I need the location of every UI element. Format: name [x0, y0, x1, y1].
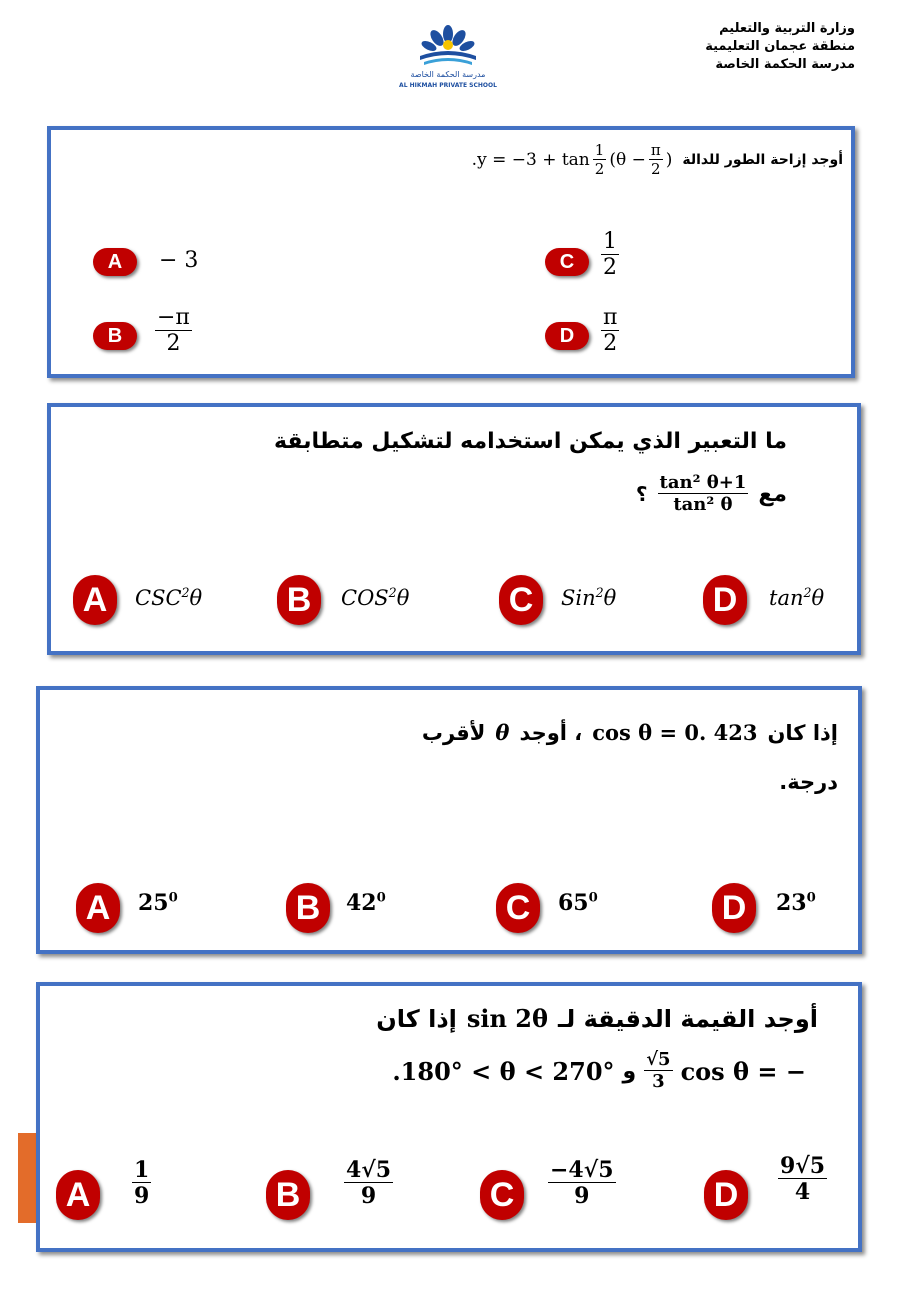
- q1-option-d-badge[interactable]: D: [545, 322, 589, 350]
- q1-eq-frac-den: 2: [594, 159, 605, 178]
- q2-option-c-badge[interactable]: C: [499, 575, 543, 625]
- q4-cos-fraction: [644, 1050, 672, 1092]
- q4-option-b-den: 9: [360, 1183, 377, 1210]
- q1-option-c-value[interactable]: [601, 230, 619, 282]
- q3-option-d-base: 23: [776, 890, 807, 916]
- q2-option-a-base: CSC: [135, 586, 182, 610]
- q4-option-a-den: 9: [134, 1183, 150, 1210]
- q2-option-a-tail: θ: [189, 586, 203, 610]
- q2-option-b-base: COS: [341, 586, 389, 610]
- q1-eq-lhs: .y = −3 + tan: [471, 149, 590, 170]
- q4-cos-frac-den: 3: [652, 1070, 665, 1092]
- q1-eq-fraction: [593, 142, 607, 178]
- q1-option-c-num: 1: [603, 229, 617, 254]
- q4-option-b-badge[interactable]: B: [266, 1170, 310, 1220]
- q3-option-d-sup: 0: [806, 890, 816, 906]
- question-4-box: [36, 982, 862, 1252]
- q2-option-c-sup: 2: [595, 585, 604, 600]
- q3-option-a-value[interactable]: [138, 890, 178, 916]
- q2-option-b-badge[interactable]: B: [277, 575, 321, 625]
- q4-option-d-num: 9√5: [780, 1153, 826, 1179]
- q1-eq-paren-open: (θ −: [609, 149, 646, 170]
- q1-equation: [472, 142, 673, 178]
- q4-option-d-den: 4: [794, 1179, 811, 1206]
- q4-if: إذا كان: [376, 1004, 457, 1033]
- q4-option-d-badge[interactable]: D: [704, 1170, 748, 1220]
- q2-question-mark: ؟: [635, 482, 648, 507]
- q3-option-a-base: 25: [138, 890, 169, 916]
- school-name: مدرسة الحكمة الخاصة: [715, 57, 855, 72]
- question-2-box: [47, 403, 861, 655]
- logo-english-text: AL HIKMAH PRIVATE SCHOOL: [399, 82, 497, 89]
- zone-name: منطقة عجمان التعليمية: [705, 39, 855, 54]
- q2-option-a-sup: 2: [181, 585, 190, 600]
- q4-prompt-line1: [376, 1004, 818, 1033]
- q1-option-b-badge[interactable]: B: [93, 322, 137, 350]
- q3-find: ، أوجد: [519, 720, 583, 745]
- q2-option-c-value[interactable]: [561, 585, 616, 610]
- q2-expression-fraction: [658, 473, 749, 515]
- q2-prompt-line1: ما التعبير الذي يمكن استخدامه لتشكيل متطابقة: [274, 429, 787, 454]
- q1-option-d-value[interactable]: [601, 306, 619, 358]
- q1-option-a-value[interactable]: − 3: [159, 248, 199, 273]
- q4-option-c-den: 9: [574, 1183, 590, 1210]
- q1-option-c-den: 2: [603, 255, 617, 281]
- q4-find-exact: أوجد القيمة الدقيقة لـ: [558, 1004, 818, 1033]
- q4-prompt-line2: [392, 1050, 806, 1092]
- q3-option-b-base: 42: [346, 890, 377, 916]
- q3-nearest: لأقرب: [421, 720, 486, 745]
- q3-option-b-badge[interactable]: B: [286, 883, 330, 933]
- school-logo: [388, 20, 508, 95]
- q4-sin-2theta: sin 2θ: [466, 1004, 549, 1033]
- q2-frac-den: tan² θ: [673, 493, 733, 515]
- q2-option-a-badge[interactable]: A: [73, 575, 117, 625]
- q1-prompt-text: أوجد إزاحة الطور للدالة: [682, 151, 843, 168]
- q1-prompt: [472, 142, 843, 178]
- q2-option-d-base: tan: [769, 586, 804, 610]
- q3-option-d-badge[interactable]: D: [712, 883, 756, 933]
- ministry-name: وزارة التربية والتعليم: [719, 21, 855, 36]
- q3-option-c-base: 65: [558, 890, 589, 916]
- q4-range: .180° < θ < 270°: [392, 1056, 615, 1086]
- q2-option-b-tail: θ: [396, 586, 410, 610]
- q4-option-d-value[interactable]: [778, 1154, 827, 1206]
- q3-option-d-value[interactable]: [776, 890, 816, 916]
- q3-option-b-value[interactable]: [346, 890, 386, 916]
- q3-equation: cos θ = 0. 423: [592, 720, 758, 745]
- q4-option-c-badge[interactable]: C: [480, 1170, 524, 1220]
- q4-option-a-value[interactable]: [132, 1158, 151, 1210]
- q4-option-c-value[interactable]: [548, 1158, 616, 1210]
- q2-frac-num: tan² θ+1: [659, 472, 747, 493]
- q1-option-b-num: −π: [157, 305, 190, 330]
- question-3-box: [36, 686, 862, 954]
- q3-option-c-sup: 0: [588, 890, 598, 906]
- q4-option-c-num: −4√5: [550, 1157, 614, 1183]
- q4-option-a-badge[interactable]: A: [56, 1170, 100, 1220]
- q3-option-a-badge[interactable]: A: [76, 883, 120, 933]
- logo-arabic-text: مدرسة الحكمة الخاصة: [410, 70, 486, 79]
- q1-option-b-value[interactable]: [155, 306, 192, 358]
- school-header: [705, 20, 855, 74]
- q3-prompt-line2: درجة.: [779, 770, 838, 794]
- q1-option-d-num: π: [603, 305, 618, 330]
- q4-cos-frac-num: √5: [646, 1049, 671, 1070]
- q3-theta: θ: [495, 720, 510, 745]
- q3-option-c-value[interactable]: [558, 890, 598, 916]
- q1-option-a-badge[interactable]: A: [93, 248, 137, 276]
- question-1-box: [47, 126, 855, 378]
- q1-eq-paren-close: ): [665, 149, 673, 170]
- q4-option-a-num: 1: [134, 1157, 150, 1183]
- q2-option-c-base: Sin: [561, 586, 596, 610]
- q3-option-a-sup: 0: [168, 890, 178, 906]
- q1-eq-frac-num: 1: [594, 141, 605, 159]
- q1-eq-pi: π: [650, 141, 661, 159]
- q2-option-a-value[interactable]: [135, 585, 202, 610]
- logo-emblem-icon: [388, 20, 508, 70]
- q1-option-c-badge[interactable]: C: [545, 248, 589, 276]
- q4-option-b-num: 4√5: [346, 1157, 392, 1183]
- q3-prompt-line1: [422, 720, 838, 745]
- q3-option-c-badge[interactable]: C: [496, 883, 540, 933]
- q1-eq-pi-fraction: [649, 142, 663, 178]
- q2-option-b-sup: 2: [388, 585, 397, 600]
- q1-option-d-den: 2: [603, 331, 618, 357]
- q1-eq-two: 2: [650, 159, 661, 178]
- q4-and: و: [622, 1058, 637, 1084]
- q4-option-b-value[interactable]: [344, 1158, 393, 1210]
- q2-prompt-with: مع: [758, 481, 787, 507]
- q2-option-d-value[interactable]: [769, 585, 824, 610]
- q2-option-d-tail: θ: [811, 586, 825, 610]
- q3-if: إذا كان: [767, 720, 838, 745]
- q2-option-d-badge[interactable]: D: [703, 575, 747, 625]
- q4-cos-theta: cos θ = −: [680, 1056, 806, 1086]
- q2-option-d-sup: 2: [803, 585, 812, 600]
- q3-option-b-sup: 0: [376, 890, 386, 906]
- q2-prompt-line2: [636, 473, 787, 515]
- q2-option-b-value[interactable]: [341, 585, 409, 610]
- q1-option-b-den: 2: [166, 331, 181, 357]
- q2-option-c-tail: θ: [603, 586, 617, 610]
